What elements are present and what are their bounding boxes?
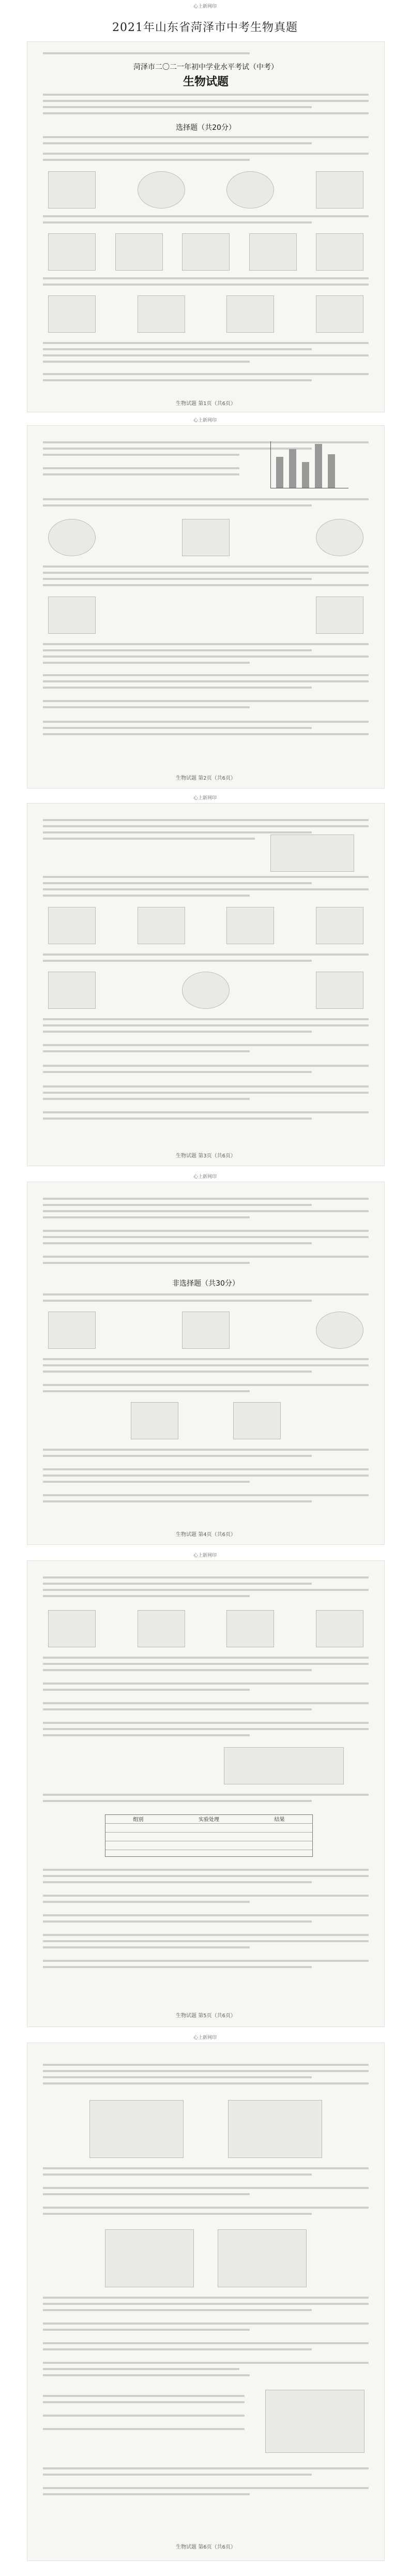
page-footer: 生物试题 第1页（共6页） (176, 401, 236, 407)
figure-row (105, 2229, 307, 2287)
cell-structure-figure (89, 2100, 184, 2158)
strip: 心上新网印 (193, 2035, 217, 2041)
organism-figure (316, 233, 363, 271)
cell-figure (48, 519, 96, 556)
exam-page-2 (27, 425, 385, 788)
animal-figure (48, 295, 96, 333)
figure-row (48, 972, 363, 1009)
pedigree-figure (224, 1747, 344, 1784)
plant-figure (182, 519, 230, 556)
organism-figure (48, 233, 96, 271)
strip: 心上新网印 (193, 1174, 217, 1180)
figure-row (48, 295, 363, 333)
organism-figure (249, 233, 297, 271)
organism-figure (228, 2100, 322, 2158)
figure-row (48, 1610, 363, 1647)
figure-row (48, 171, 363, 209)
figure-row (48, 519, 363, 556)
neuron-figure (48, 597, 96, 634)
exam-subject: 生物试题 (183, 76, 229, 88)
experiment-table (105, 1814, 313, 1857)
system-figure (233, 1402, 281, 1439)
system-figure (131, 1402, 178, 1439)
animal-figure (316, 295, 363, 333)
embryo-figure (316, 972, 363, 1009)
section-choice-title: 选择题（共20分） (176, 124, 236, 132)
microscope-figure (48, 171, 96, 209)
page-footer: 生物试题 第6页（共6页） (176, 2544, 236, 2550)
cell-figure (226, 171, 274, 209)
lifecycle-figure (48, 972, 96, 1009)
figure-row (48, 907, 363, 944)
reflex-figure (316, 597, 363, 634)
plant-figure (48, 1312, 96, 1349)
figure-row (131, 1402, 281, 1439)
growth-curve-figure (270, 835, 354, 872)
figure-row (224, 1747, 353, 1784)
bar (328, 454, 335, 488)
experiment-figure (316, 907, 363, 944)
kidney-figure (316, 1610, 363, 1647)
page-footer: 生物试题 第5页（共6页） (176, 2013, 236, 2019)
exam-page-5 (27, 1560, 385, 2027)
foodweb-figure (218, 2229, 307, 2287)
leaf-figure (316, 1312, 363, 1349)
page-footer: 生物试题 第3页（共6页） (176, 1153, 236, 1159)
bar (276, 457, 283, 488)
table-header-cell: 结果 (274, 1817, 285, 1823)
cell-figure (138, 171, 185, 209)
flower-figure (316, 519, 363, 556)
section-nonchoice-title: 非选择题（共30分） (172, 1279, 239, 1288)
exam-page-3 (27, 803, 385, 1166)
watermark (27, 41, 385, 412)
exam-header: 菏泽市二〇二一年初中学业水平考试（中考） (133, 63, 278, 71)
bar (315, 444, 322, 488)
top-strip: 心上新网印 (193, 4, 217, 9)
lungs-figure (138, 1610, 185, 1647)
organism-figure (115, 233, 163, 271)
bar-chart (270, 441, 348, 488)
heart-figure (226, 1610, 274, 1647)
bar (302, 462, 309, 488)
table-header-cell: 组别 (133, 1817, 144, 1823)
exam-page-6 (27, 2043, 385, 2561)
plant-figure (316, 171, 363, 209)
plant-figure (182, 1312, 230, 1349)
figure-row (48, 597, 363, 634)
experiment-figure (48, 907, 96, 944)
figure-row (48, 1312, 363, 1349)
experiment-figure (226, 907, 274, 944)
exam-page-1 (27, 41, 385, 412)
circulation-figure (48, 1610, 96, 1647)
page-footer: 生物试题 第4页（共6页） (176, 1532, 236, 1538)
page-footer: 生物试题 第2页（共6页） (176, 776, 236, 781)
exam-page-4 (27, 1182, 385, 1545)
egg-figure (182, 972, 230, 1009)
page-title: 2021年山东省菏泽市中考生物真题 (112, 21, 298, 34)
animal-figure (138, 295, 185, 333)
line-graph-figure (265, 2390, 365, 2453)
figure-row (89, 2100, 322, 2158)
bar (289, 449, 296, 488)
strip: 心上新网印 (193, 796, 217, 801)
strip: 心上新网印 (193, 1553, 217, 1558)
strip: 心上新网印 (193, 418, 217, 423)
experiment-figure (138, 907, 185, 944)
figure-row (48, 233, 363, 271)
ecosystem-figure (105, 2229, 194, 2287)
organism-figure (182, 233, 230, 271)
animal-figure (226, 295, 274, 333)
table-header-cell: 实验处理 (198, 1817, 219, 1823)
